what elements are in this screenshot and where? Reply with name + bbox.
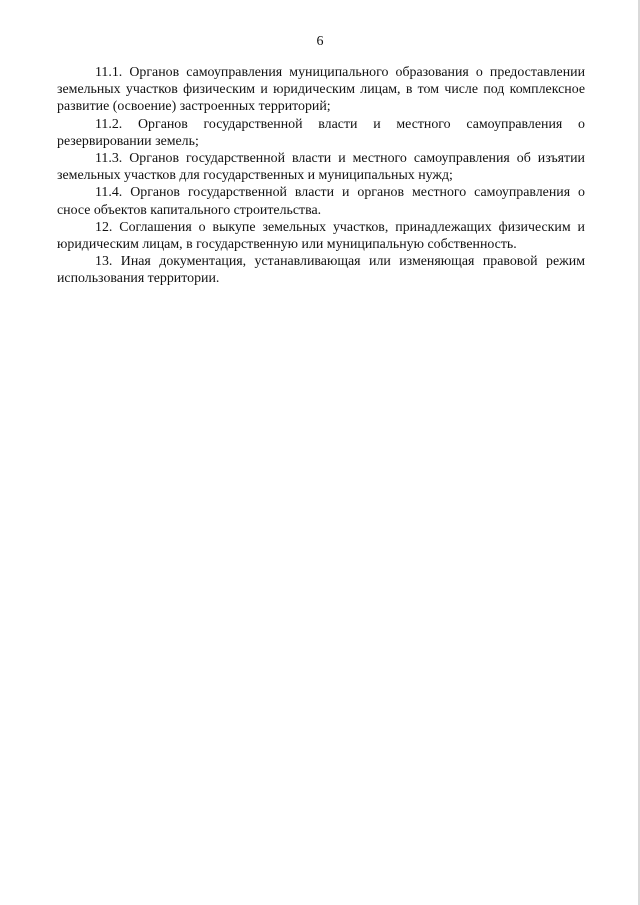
paragraph-11-4: 11.4. Органов государственной власти и органов местного самоуправления о сносе объектов капитального строительства. bbox=[57, 185, 585, 218]
paragraph-11-2: 11.2. Органов государственной власти и местного самоуправления о резервировании земель; bbox=[57, 116, 585, 149]
document-body bbox=[57, 64, 585, 288]
paragraph-13: 13. Иная документация, устанавливающая или изменяющая правовой режим использования территории. bbox=[57, 254, 585, 287]
page-number: 6 bbox=[316, 34, 324, 49]
paragraph-11-1: 11.1. Органов самоуправления муниципального образования о предоставлении земельных участков физическим и юридическим лицам, в том числе под комплексное развитие (освоение) застроенных территорий; bbox=[57, 65, 585, 115]
paragraph-12: 12. Соглашения о выкупе земельных участков, принадлежащих физическим и юридическим лицам, в государственную или муниципальную собственность. bbox=[57, 219, 585, 253]
paragraph-11-3: 11.3. Органов государственной власти и местного самоуправления об изъятии земельных участков для государственных и муниципальных нужд; bbox=[57, 151, 585, 184]
